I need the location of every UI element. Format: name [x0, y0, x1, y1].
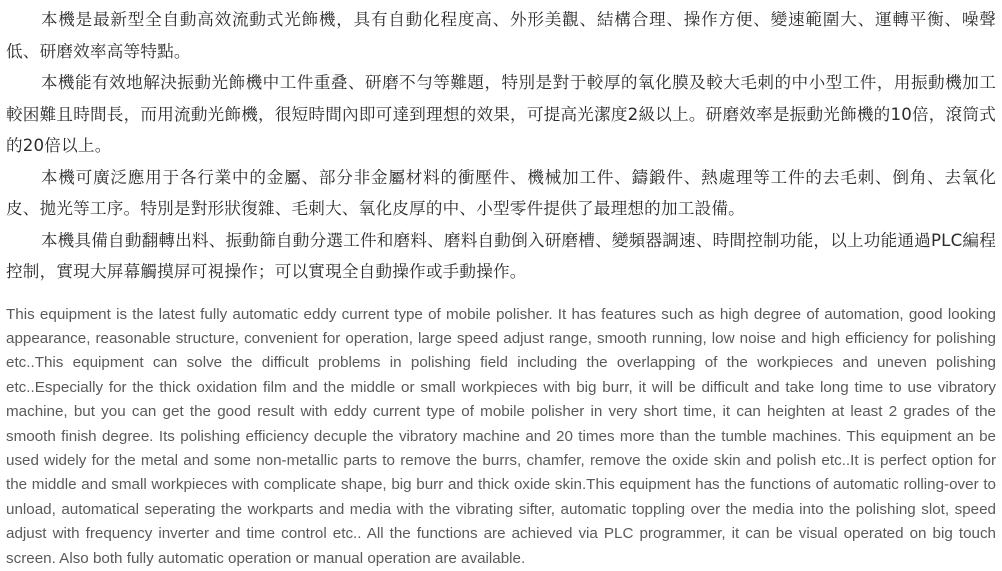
chinese-paragraph-applications: 本機可廣泛應用于各行業中的金屬、部分非金屬材料的衝壓件、機械加工件、鑄鍛件、熱處理等工件的去毛刺、倒角、去氧化皮、拋光等工序。特別是對形狀復雜、毛刺大、氧化皮厚的中、小型零件提供了最理想的加工設備。	[6, 167, 996, 218]
english-description: This equipment is the latest fully automatic eddy current type of mobile polisher. It has features such as high degree of automation, good looking appearance, reasonable structure, convenient for operation, large speed adjust range, smooth running, low noise and high efficiency for polishing etc..This equipment can solve the difficult problems in polishing field including the overlapping of the workpieces and uneven polishing etc..Especially for the thick oxidation film and the middle or small workpieces with big burr, it will be difficult and take long time to use vibratory machine, but you can get the good result with eddy current type of mobile polisher in very short time, it can heighten at least 2 grades of the smooth finish degree. Its polishing efficiency decuple the vibratory machine and 20 times more than the tumble machines. This equipment an be used widely for the metal and some non-metallic parts to remove the burrs, chamfer, remove the oxide skin and polish etc..It is perfect option for the middle and small workpieces with complicate shape, big burr and thick oxide skin.This equipment has the functions of automatic rolling-over to unload, automatical seperating the workparts and media with the vibrating sifter, automatic toppling over the media into the polishing slot, speed adjust with frequency inverter and time control etc.. All the functions are achieved via PLC programmer, it can be visual operated on big touch screen. Also both fully automatic operation or manual operation are available.	[6, 305, 996, 567]
chinese-paragraph-functions: 本機具備自動翻轉出料、振動篩自動分選工件和磨料、磨料自動倒入研磨槽、變頻器調速、時間控制功能，以上功能通過PLC編程控制，實現大屏幕觸摸屏可視操作；可以實現全自動操作或手動操作。	[6, 230, 996, 281]
chinese-paragraph-advantages: 本機能有效地解決振動光飾機中工件重叠、研磨不勻等難題，特別是對于較厚的氧化膜及較大毛刺的中小型工件，用振動機加工較困難且時間長，而用流動光飾機，很短時間內即可達到理想的效果，可提高光潔度2級以上。研磨效率是振動光飾機的10倍，滾筒式的20倍以上。	[6, 73, 996, 155]
chinese-description	[6, 4, 996, 288]
chinese-paragraph-features: 本機是最新型全自動高效流動式光飾機，具有自動化程度高、外形美觀、結構合理、操作方便、變速範圍大、運轉平衡、噪聲低、研磨效率高等特點。	[6, 10, 996, 61]
